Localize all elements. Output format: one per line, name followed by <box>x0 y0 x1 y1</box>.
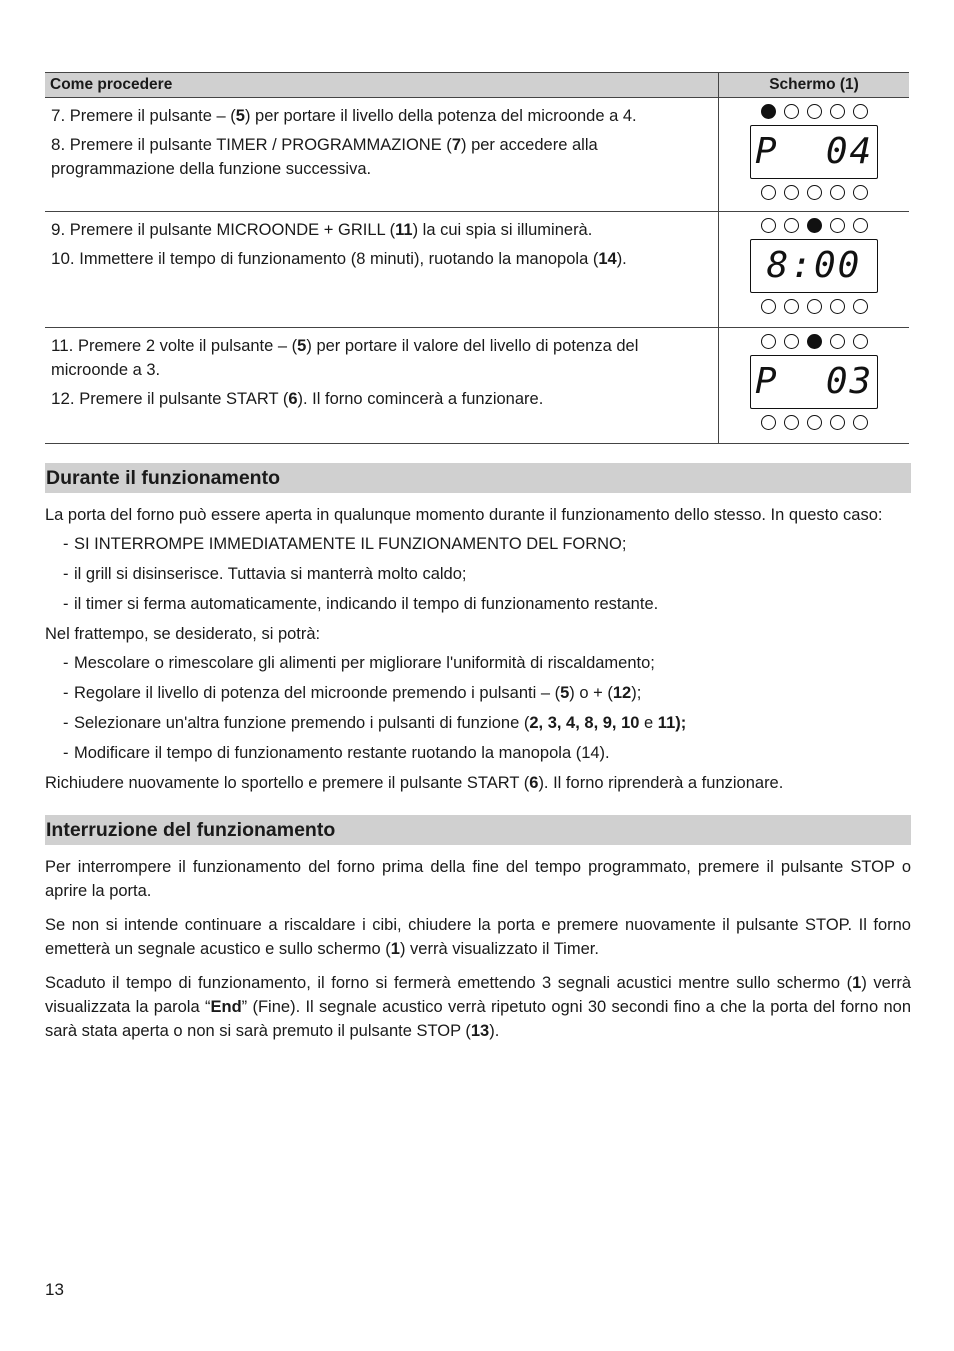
led-off-icon <box>830 104 845 119</box>
list-item: - il timer si ferma automaticamente, indicando il tempo di funzionamento restante. <box>63 592 911 616</box>
paragraph-interrupt-1: Per interrompere il funzionamento del forno prima della fine del tempo programmato, premere il pulsante STOP o aprire la porta. <box>45 858 911 900</box>
section-title-during: Durante il funzionamento <box>45 463 911 493</box>
step-8: 8. Premere il pulsante TIMER / PROGRAMMAZIONE (7) per accedere alla programmazione della funzione successiva. <box>51 135 598 178</box>
step-10: 10. Immettere il tempo di funzionamento (8 minuti), ruotando la manopola (14). <box>51 249 627 268</box>
top-indicator-leds <box>750 332 878 351</box>
page-number: 13 <box>45 1280 64 1299</box>
led-off-icon <box>853 218 868 233</box>
effects-list <box>45 532 911 616</box>
section-title-interrupt: Interruzione del funzionamento <box>45 815 911 845</box>
list-item: - Mescolare o rimescolare gli alimenti per migliorare l'uniformità di riscaldamento; <box>63 651 911 675</box>
paragraph-interrupt-2: Se non si intende continuare a riscaldare i cibi, chiudere la porta e premere nuovamente il pulsante STOP. Il forno emetterà un segnale acustico e sullo schermo (1) verrà visualizzato il Timer. <box>45 916 911 958</box>
led-off-icon <box>784 104 799 119</box>
led-off-icon <box>807 104 822 119</box>
table-row <box>45 212 909 328</box>
paragraph-intro: La porta del forno può essere aperta in qualunque momento durante il funzionamento dello stesso. In questo caso: <box>45 506 883 524</box>
oven-display <box>750 102 878 202</box>
list-item: - Regolare il livello di potenza del microonde premendo i pulsanti – (5) o + (12); <box>63 681 911 705</box>
led-off-icon <box>784 218 799 233</box>
paragraph-interrupt-3: Scaduto il tempo di funzionamento, il forno si fermerà emettendo 3 segnali acustici mentre sullo schermo (1) verrà visualizzata la parola “End” (Fine). Il segnale acustico verrà ripetuto ogni 30 secondi fino a che la porta del forno non sarà stata aperta o non si sarà premuto il pulsante STOP (13). <box>45 974 911 1040</box>
led-off-icon <box>784 415 799 430</box>
list-item: - SI INTERROMPE IMMEDIATAMENTE IL FUNZIONAMENTO DEL FORNO; <box>63 532 911 556</box>
step-11: 11. Premere 2 volte il pulsante – (5) per portare il valore del livello di potenza del microonde a 3. <box>51 336 639 379</box>
led-on-icon <box>807 218 822 233</box>
list-item: - Selezionare un'altra funzione premendo i pulsanti di funzione (2, 3, 4, 8, 9, 10 e 11); <box>63 711 911 735</box>
paragraph-meanwhile: Nel frattempo, se desiderato, si potrà: <box>45 625 321 643</box>
led-off-icon <box>853 104 868 119</box>
led-off-icon <box>807 299 822 314</box>
step-cell <box>45 98 719 212</box>
oven-display <box>750 216 878 316</box>
top-indicator-leds <box>750 102 878 121</box>
step-7: 7. Premere il pulsante – (5) per portare il livello della potenza del microonde a 4. <box>51 106 637 125</box>
lcd-readout: P 03 <box>750 355 878 409</box>
led-off-icon <box>784 185 799 200</box>
bottom-indicator-leds <box>750 413 878 432</box>
table-header-row <box>45 73 909 98</box>
list-item: - il grill si disinserisce. Tuttavia si manterrà molto caldo; <box>63 562 911 586</box>
bottom-indicator-leds <box>750 183 878 202</box>
manual-page <box>45 72 911 1043</box>
led-off-icon <box>761 334 776 349</box>
led-off-icon <box>830 218 845 233</box>
header-screen: Schermo (1) <box>719 73 910 98</box>
led-off-icon <box>853 185 868 200</box>
led-off-icon <box>784 334 799 349</box>
table-row <box>45 328 909 444</box>
led-off-icon <box>830 185 845 200</box>
screen-cell <box>719 98 910 212</box>
led-off-icon <box>807 415 822 430</box>
options-list <box>45 651 911 765</box>
procedure-table <box>45 72 909 444</box>
step-12: 12. Premere il pulsante START (6). Il forno comincerà a funzionare. <box>51 389 544 408</box>
led-off-icon <box>761 218 776 233</box>
lcd-readout: P 04 <box>750 125 878 179</box>
led-off-icon <box>853 415 868 430</box>
bottom-indicator-leds <box>750 297 878 316</box>
led-off-icon <box>784 299 799 314</box>
led-off-icon <box>830 415 845 430</box>
step-9: 9. Premere il pulsante MICROONDE + GRILL (11) la cui spia si illuminerà. <box>51 220 593 239</box>
table-row <box>45 98 909 212</box>
screen-cell <box>719 212 910 328</box>
led-off-icon <box>853 334 868 349</box>
screen-cell <box>719 328 910 444</box>
led-off-icon <box>830 299 845 314</box>
step-cell <box>45 212 719 328</box>
led-on-icon <box>807 334 822 349</box>
paragraph-resume: Richiudere nuovamente lo sportello e premere il pulsante START (6). Il forno riprenderà a funzionare. <box>45 774 784 792</box>
header-procedure: Come procedere <box>45 73 719 98</box>
led-off-icon <box>807 185 822 200</box>
led-off-icon <box>761 185 776 200</box>
led-off-icon <box>761 299 776 314</box>
lcd-readout: 8:00 <box>750 239 878 293</box>
list-item: - Modificare il tempo di funzionamento restante ruotando la manopola (14). <box>63 741 911 765</box>
oven-display <box>750 332 878 432</box>
led-off-icon <box>853 299 868 314</box>
step-cell <box>45 328 719 444</box>
top-indicator-leds <box>750 216 878 235</box>
led-on-icon <box>761 104 776 119</box>
led-off-icon <box>830 334 845 349</box>
led-off-icon <box>761 415 776 430</box>
